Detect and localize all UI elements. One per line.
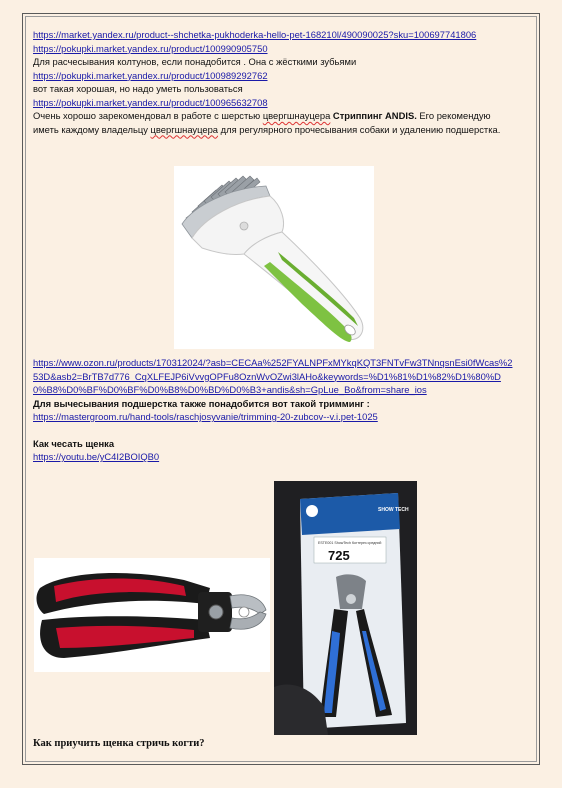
document-body-lower <box>33 356 513 464</box>
heading-how-to-brush: Как чесать щенка <box>33 437 115 449</box>
paragraph-stripping <box>33 109 513 136</box>
para-word-schnauzer-1: цвергшнауцера <box>262 110 331 121</box>
nail-clipper-image <box>34 558 270 672</box>
para-mid: Его рекомендую иметь каждому владельцу <box>33 110 491 135</box>
brand-logo-icon <box>306 505 318 517</box>
text-good-one: вот такая хорошая, но надо уметь пользоваться <box>33 83 243 94</box>
link-mastergroom[interactable]: https://mastergroom.ru/hand-tools/raschjosyvanie/trimming-20-zubcov--v.i.pet-1025 <box>33 411 378 422</box>
link-pokupki-1[interactable]: https://pokupki.market.yandex.ru/product/100990905750 <box>33 42 268 54</box>
text-koltuny: Для расчесывания колтунов, если понадобится . Она с жёсткими зубьями <box>33 56 357 67</box>
link-yandex-brush[interactable]: https://market.yandex.ru/product--shchetka-pukhoderka-hello-pet-168210l/490090025?sku=100697741806 <box>33 29 477 40</box>
text-trimming: Для вычесывания подшерстка также понадобится вот такой тримминг : <box>33 397 370 409</box>
para-before: Очень хорошо зарекомендовал в работе с шерстью <box>33 110 263 121</box>
para-word-schnauzer-2: цвергшнауцера <box>150 123 219 135</box>
link-pokupki-3[interactable]: https://pokupki.market.yandex.ru/product/100965632708 <box>33 96 268 108</box>
nail-clipper-illustration <box>34 558 270 672</box>
packaged-clipper-photo <box>274 481 417 735</box>
stripping-brush-image <box>174 166 374 349</box>
link-pokupki-2[interactable]: https://pokupki.market.yandex.ru/product/100989292762 <box>33 69 268 81</box>
stripping-brush-illustration <box>174 166 374 349</box>
link-ozon-andis[interactable]: https://www.ozon.ru/products/170312024/?asb=CECAa%252FYALNPFxMYkqKQT3FNTvFw3TNnqsnEsi0fWcas%253D&asb2=BrTB7d776_CqXLFEJP6iVvvgOPFu8OznWvOZwi3lAHo&keywords=%D1%81%D1%82%D1%80%D0%B8%D0%BF%D0%BF%D0%B8%D0%BD%D0%B3+andis&sh=GpLue_Bo&from=share_ios <box>33 357 513 395</box>
para-bold-andis: Стриппинг ANDIS. <box>330 110 417 121</box>
packaged-clipper-illustration <box>274 481 417 735</box>
package-label: ESTE001 ShowTech Когтерез средний <box>318 541 382 545</box>
para-after: для регулярного прочесывания собаки и удалению подшерстка. <box>218 123 501 135</box>
package-brand: SHOW TECH <box>378 507 409 513</box>
heading-nail-trimming: Как приучить щенка стричь когти? <box>33 738 205 749</box>
price-tag: 725 <box>328 548 350 563</box>
link-youtube[interactable]: https://youtu.be/yC4I2BOIQB0 <box>33 451 160 462</box>
document-body <box>33 28 513 136</box>
